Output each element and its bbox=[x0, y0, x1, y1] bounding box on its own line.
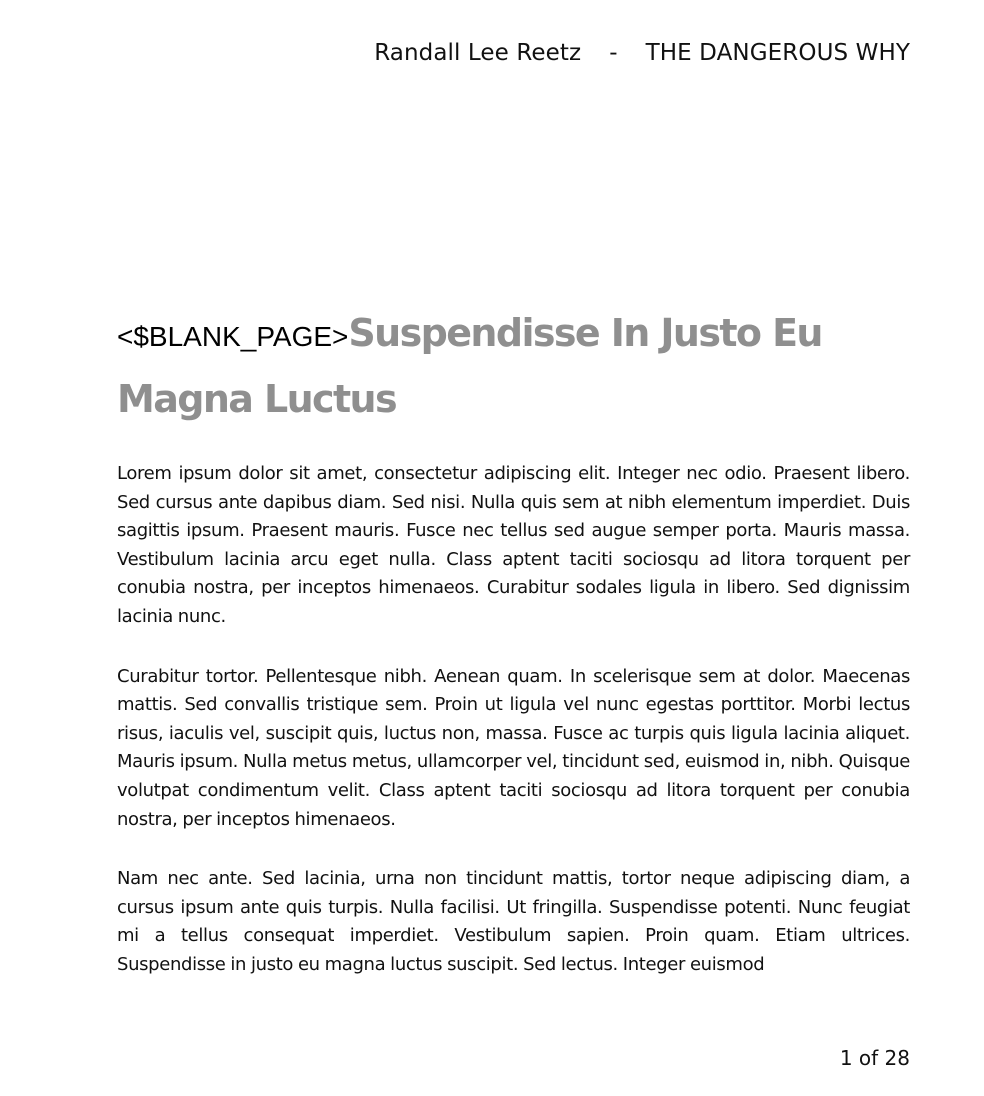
blank-page-marker: <$BLANK_PAGE> bbox=[117, 321, 349, 352]
header-separator: - bbox=[609, 40, 618, 66]
chapter-heading bbox=[117, 302, 910, 432]
paragraph-3: Nam nec ante. Sed lacinia, urna non tincidunt mattis, tortor neque adipiscing diam, a cursus ipsum ante quis turpis. Nulla facilisi. Ut fringilla. Suspendisse potenti. Nunc feugiat mi a tellus consequat imperdiet. Vestibulum sapien. Proin quam. Etiam ultrices. Suspendisse in justo eu magna luctus suscipit. Sed lectus. Integer euismod bbox=[117, 868, 910, 975]
paragraph-1: Lorem ipsum dolor sit amet, consectetur adipiscing elit. Integer nec odio. Praesent libero. Sed cursus ante dapibus diam. Sed nisi. Nulla quis sem at nibh elementum imperdiet. Duis sagittis ipsum. Praesent mauris. Fusce nec tellus sed augue semper porta. Mauris massa. Vestibulum lacinia arcu eget nulla. Class aptent taciti sociosqu ad litora torquent per conubia nostra, per inceptos himenaeos. Curabitur sodales ligula in libero. Sed dignissim lacinia nunc. bbox=[117, 463, 910, 627]
body-text bbox=[117, 460, 910, 1010]
header-author: Randall Lee Reetz bbox=[374, 40, 582, 66]
paragraph-2: Curabitur tortor. Pellentesque nibh. Aenean quam. In scelerisque sem at dolor. Maecenas mattis. Sed convallis tristique sem. Proin ut ligula vel nunc egestas porttitor. Morbi lectus risus, iaculis vel, suscipit quis, luctus non, massa. Fusce ac turpis quis ligula lacinia aliquet. Mauris ipsum. Nulla metus metus, ullamcorper vel, tincidunt sed, euismod in, nibh. Quisque volutpat condimentum velit. Class aptent taciti sociosqu ad litora torquent per conubia nostra, per inceptos himenaeos. bbox=[117, 665, 910, 830]
running-header bbox=[374, 40, 910, 66]
header-book-title: THE DANGEROUS WHY bbox=[645, 40, 910, 66]
page-number: 1 of 28 bbox=[839, 1046, 910, 1070]
chapter-title: Suspendisse In Justo Eu Magna Luctus bbox=[117, 311, 822, 421]
